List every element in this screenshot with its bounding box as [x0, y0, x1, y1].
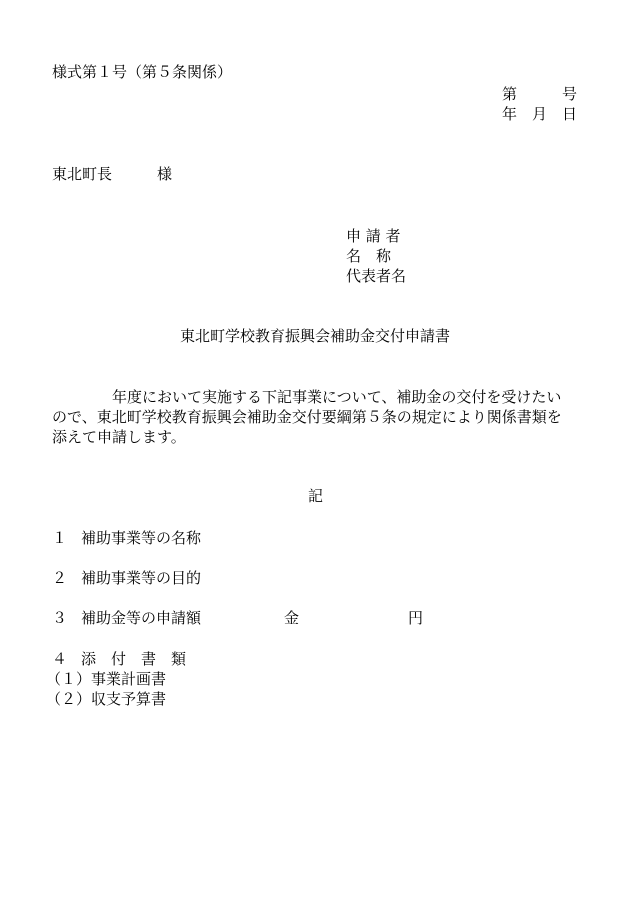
item-number: ３ [52, 609, 68, 627]
body-line-3: 添えて申請します。 [52, 428, 186, 446]
document-title: 東北町学校教育振興会補助金交付申請書 [179, 327, 450, 345]
representative-label: 代表者名 [346, 267, 407, 285]
applicant-label: 申 請 者 [346, 227, 401, 245]
date-label: 年 月 日 [502, 105, 578, 123]
item-label: 補助事業等の名称 [81, 529, 202, 547]
attachment-item: （１）事業計画書 [46, 670, 167, 688]
item-label: 補助金等の申請額 [81, 609, 202, 627]
addressee: 東北町長 様 [52, 165, 173, 183]
item-label: 添 付 書 類 [81, 650, 187, 668]
item-number: １ [52, 529, 68, 547]
body-line-2: ので、東北町学校教育振興会補助金交付要綱第５条の規定により関係書類を [52, 408, 562, 426]
body-line-1: 年度において実施する下記事業について、補助金の交付を受けたい [52, 388, 562, 406]
item-number: ４ [52, 650, 68, 668]
amount-unit: 円 [408, 609, 424, 627]
item-number: ２ [52, 569, 68, 587]
name-label: 名 称 [346, 247, 392, 265]
attachment-item: （２）収支予算書 [46, 690, 167, 708]
document-number-label: 第 号 [502, 85, 578, 103]
form-number: 様式第１号（第５条関係） [52, 63, 233, 81]
item-label: 補助事業等の目的 [81, 569, 202, 587]
amount-prefix: 金 [284, 609, 300, 627]
ki-heading: 記 [308, 487, 324, 505]
